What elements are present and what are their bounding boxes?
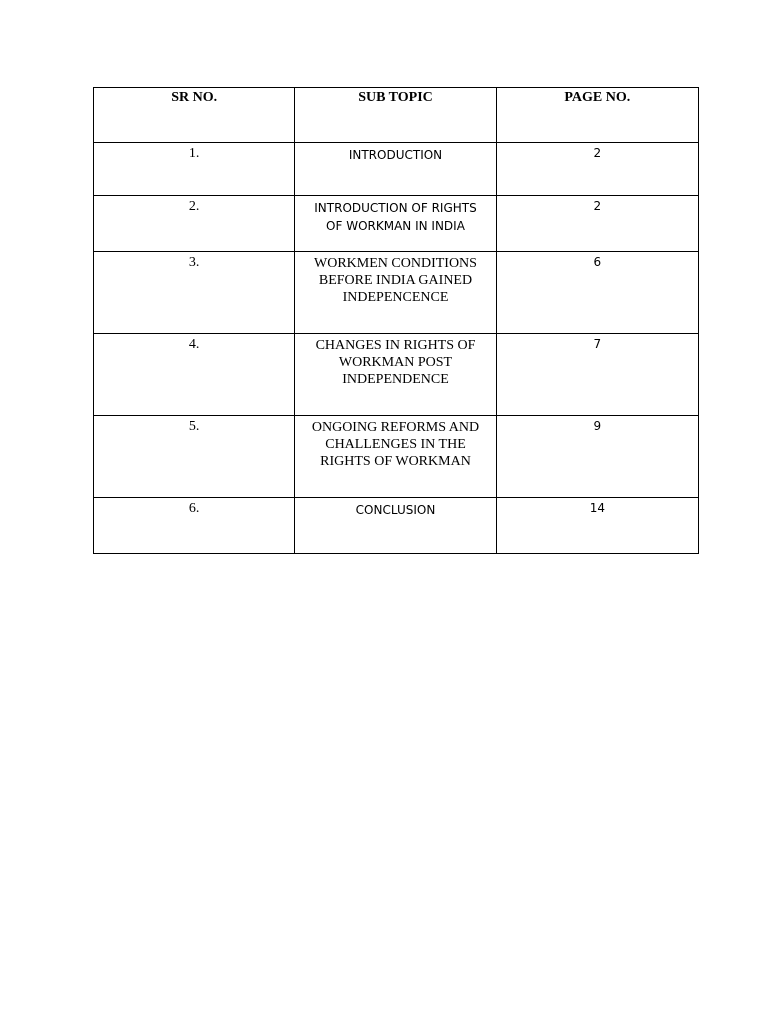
table-row [94,196,699,252]
sub-topic-line: CONCLUSION [355,503,436,517]
page-no-cell: 2 [496,143,698,196]
sub-topic-cell [295,334,496,416]
sub-topic-line: OF WORKMAN IN INDIA [326,219,465,233]
page-no-cell: 6 [496,252,698,334]
header-page-no: PAGE NO. [496,88,698,143]
page-no-cell: 14 [496,498,698,554]
sub-topic-line: INTRODUCTION [348,148,443,162]
sr-no-cell: 2. [94,196,295,252]
table-of-contents [93,87,699,554]
sub-topic-line: BEFORE INDIA GAINED [318,273,473,288]
table-row [94,334,699,416]
sr-no-cell: 5. [94,416,295,498]
sub-topic-line: INTRODUCTION OF RIGHTS [314,201,477,215]
header-sr-no: SR NO. [94,88,295,143]
sr-no-cell: 6. [94,498,295,554]
page-no-cell: 7 [496,334,698,416]
page-no-cell: 2 [496,196,698,252]
sub-topic-cell [295,143,496,196]
sub-topic-cell [295,196,496,252]
sub-topic-line: WORKMAN POST [338,355,453,370]
sub-topic-line: CHALLENGES IN THE [325,437,466,452]
table-row [94,252,699,334]
sub-topic-line: ONGOING REFORMS AND [311,420,480,435]
sub-topic-line: WORKMEN CONDITIONS [314,256,477,271]
sub-topic-line: CHANGES IN RIGHTS OF [315,338,476,353]
table-header-row [94,88,699,143]
table-row [94,143,699,196]
table-row [94,416,699,498]
sub-topic-cell [295,252,496,334]
sub-topic-cell [295,498,496,554]
page-no-cell: 9 [496,416,698,498]
sub-topic-line: RIGHTS OF WORKMAN [320,454,471,469]
sub-topic-line: INDEPENDENCE [342,372,449,387]
header-sub-topic: SUB TOPIC [295,88,496,143]
table-row [94,498,699,554]
sr-no-cell: 1. [94,143,295,196]
sub-topic-cell [295,416,496,498]
sr-no-cell: 3. [94,252,295,334]
sr-no-cell: 4. [94,334,295,416]
sub-topic-line: INDEPENCENCE [342,290,449,305]
